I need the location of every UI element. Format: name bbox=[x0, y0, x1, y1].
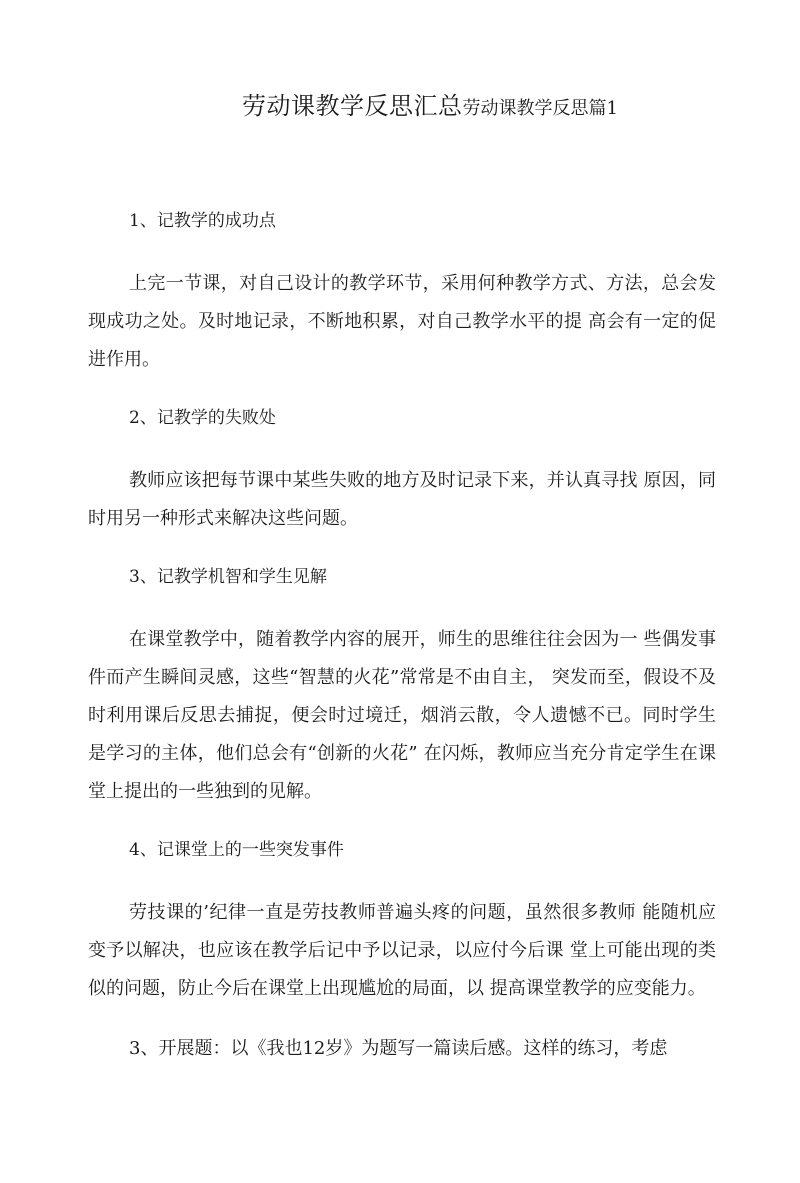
document-title bbox=[0, 86, 800, 121]
section-paragraph-4: 劳技课的’纪律一直是劳技教师普遍头疼的问题，虽然很多教师 能随机应变予以解决，也应该在教学后记中予以记录，以应付今后课 堂上可能出现的类似的问题，防止今后在课堂上出现尴尬的局面，以 提高课堂教学的应变能力。 bbox=[88, 902, 716, 999]
section-heading-3: 3、记教学机智和学生见解 bbox=[129, 567, 327, 587]
document-body bbox=[88, 204, 716, 1068]
section-paragraph-1: 上完一节课，对自己设计的教学环节，采用何种教学方式、方法，总会发现成功之处。及时地记录，不断地积累，对自己教学水平的提 高会有一定的促进作用。 bbox=[88, 273, 716, 370]
section-paragraph-2: 教师应该把每节课中某些失败的地方及时记录下来，并认真寻找 原因，同时用另一种形式来解决这些问题。 bbox=[88, 470, 716, 529]
section-paragraph-3: 在课堂教学中，随着教学内容的展开，师生的思维往往会因为一 些偶发事件而产生瞬间灵感，这些“智慧的火花”常常是不由自主， 突发而至，假设不及时利用课后反思去捕捉，便会时过境迁，烟消云散，令人遗憾不已。同时学生是学习的主体，他们总会有“创新的火花” 在闪烁，教师应当充分肯定学生在课堂上提出的一些独到的见解。 bbox=[88, 629, 716, 802]
section-heading-4: 4、记课堂上的一些突发事件 bbox=[129, 840, 344, 860]
title-sub: 劳动课教学反思篇1 bbox=[462, 98, 618, 119]
section-heading-1: 1、记教学的成功点 bbox=[129, 211, 276, 231]
title-main: 劳动课教学反思汇总 bbox=[242, 92, 463, 120]
trailing-paragraph: 3、开展题：以《我也12岁》为题写一篇读后感。这样的练习，考虑 bbox=[129, 1038, 668, 1059]
section-heading-2: 2、记教学的失败处 bbox=[129, 408, 276, 428]
